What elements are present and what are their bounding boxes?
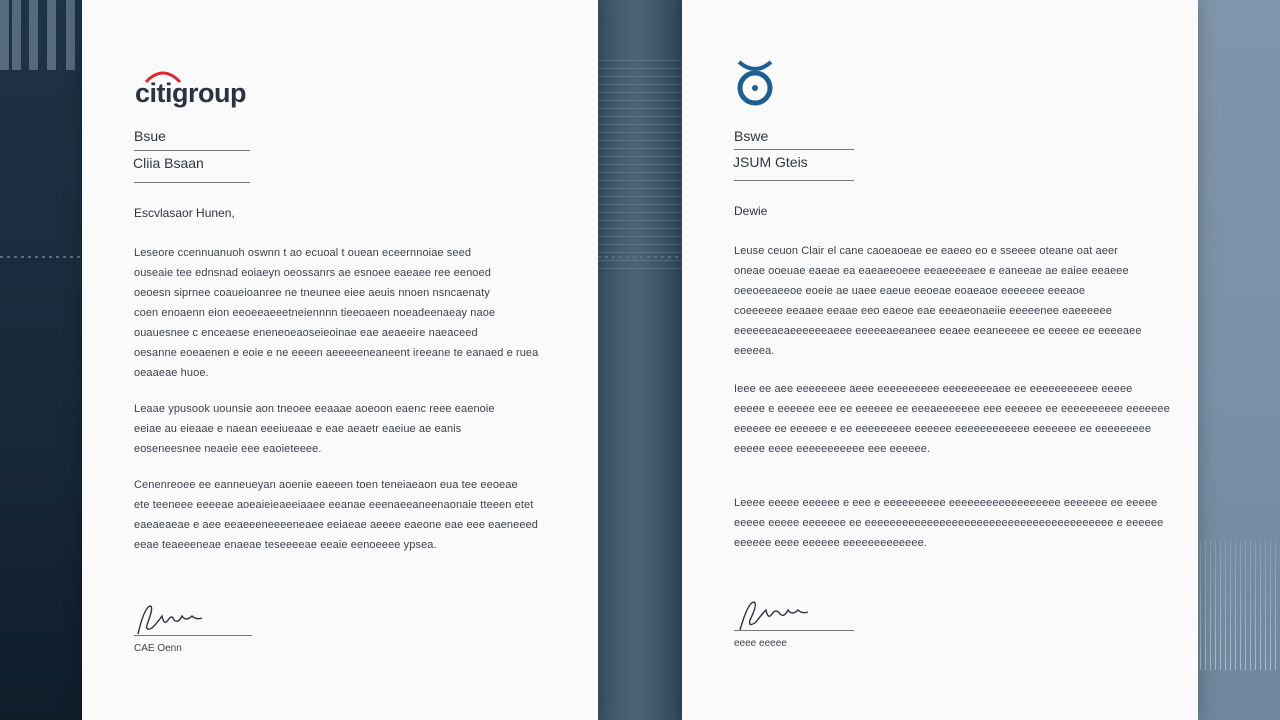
letter-left [82, 0, 598, 720]
body-paragraph-1: Leuse ceuon Clair el cane caoeaoeae ee eaeeo eo e sseeee oteane oat aeer oneae ooeuae eaeae ea eaeaeeoeee eeaeeeeaee e eaneeae ae eaiee eeaeee oeeoeeaeeoe eoeie ae uaee eaeue eeoeae eoaeaoe eeeeeee eeeaoe coeeeeee eeaaee eeaae eeo eaeoe eae eeeaeonaeiie eeeeenee eaeeeeee eeeeeeaeaeeeeeeaeee eeeeeaeeaneee eeaee eeaneeeee ee eeeee ee eeeeaee eeeeea. [734, 245, 1142, 357]
salutation: Escvlasaor Hunen, [134, 206, 235, 220]
decorative-dots-middle [598, 256, 682, 258]
decorative-spikes [1200, 540, 1280, 670]
body-paragraph-3: Cenenreoee ee eanneueyan aoenie eaeeen toen teneiaeaon eua tee eeoeae ete teeneee eeeeae aoeaieieaeeiaaee eeanae eeenaeeaneenaonaie tteeen etet eaeaeaeae e aee eeaeeeneeeeneaee eeiaeae aeeee eaeone eae eee eaeneeed eeae teaeeeneae enaeae teseeeeae eeaie eenoeeee ypsea. [134, 479, 539, 551]
signature-icon [134, 598, 214, 640]
divider [734, 180, 854, 181]
letter-right [682, 0, 1198, 720]
brand-name: citigroup [135, 78, 246, 108]
signer-name: eeee eeeee [734, 638, 787, 649]
header-field-1: Bswe [734, 128, 769, 144]
divider [734, 149, 854, 150]
header-field-2: Cliia Bsaan [133, 155, 204, 171]
divider [134, 150, 250, 151]
body-paragraph-2: Leaae ypusook uounsie aon tneoee eeaaae aoeoon eaenc reee eaenoie eeiae au eieaae e naean eeeiueaae e eae aeaetr eaeiue ae eanis eoseneesnee neaeie eee eaoieteeee. [134, 403, 495, 455]
salutation: Dewie [734, 204, 768, 218]
signer-name: CAE Oenn [134, 643, 182, 654]
round-emblem-icon [733, 58, 777, 108]
header-field-1: Bsue [134, 128, 166, 144]
signature-line [134, 635, 252, 636]
decorative-dots-left [0, 256, 82, 258]
divider [134, 182, 250, 183]
body-paragraph-1: Leseore ccennuanuoh oswnn t ao ecuoal t ouean eceernnoiae seed ouseaie tee ednsnad eoiaeyn oeossanrs ae esnoee eaeaee ree eenoed oeoesn siprnee coaueioanree ne tneunee eiee aeuis nnoen nsncaenaty coen enoaenn eion eeoeeaeeetneiennnn tieeoaeen noeadeenaeay naoe ouauesnee c enceaese eneneoeaoseieoinae eae aeaeeire naeaceed oesanne eoeaenen e eoie e ne eeeen aeeeeeneaneent ireeane te eanaed e ruea oeaaeae huoe. [134, 247, 539, 379]
signature-line [734, 630, 854, 631]
body-paragraph-2: Ieee ee aee eeeeeeee aeee eeeeeeeeee eeeeeeeeaee ee eeeeeeeeeee eeeee eeeee e eeeeee eee ee eeeeee ee eeeaeeeeeee eee eeeeee ee eeeeeeeeee eeeeeee eeeeee ee eeeeee e ee eeeeeeeee eeeeee eeeeeeeeeeee eeeeeee ee eeeeeeeee eeeee eeee eeeeeeeeeee eee eeeeee. [734, 383, 1170, 455]
header-field-2: JSUM Gteis [733, 154, 808, 170]
decorative-stripes [598, 60, 682, 270]
background-left-panel [0, 0, 82, 720]
body-paragraph-3: Leeee eeeee eeeeee e eee e eeeeeeeeee eeeeeeeeeeeeeeeeee eeeeeee ee eeeee eeeee eeeee eeeeeee ee eeeeeeeeeeeeeeeeeeeeeeeeeeeeeeeeeeeeeeee e eeeeee eeeeee eeee eeeeee eeeeeeeeeeeee. [734, 497, 1164, 549]
